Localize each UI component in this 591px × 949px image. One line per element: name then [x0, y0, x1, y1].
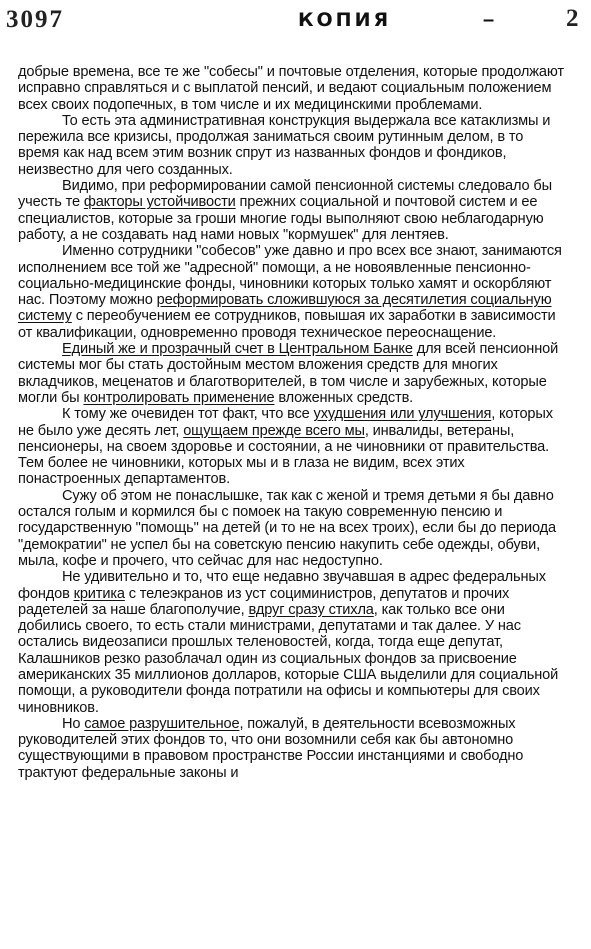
dash-mark: –: [483, 9, 495, 31]
text-run: То есть эта административная конструкция выдержала все катаклизмы и пережила все кризисы, продолжая заниматься своим рутинным делом, в то время как над всем этим возник спрут из названных фондов и фондиков, неизвестно для чего созданных.: [18, 112, 551, 178]
text-run: добрые времена, все те же "собесы" и почтовые отделения, которые продолжают исправно справляться и с выплатой пенсий, и ведают социальным положением всех своих подопечных, в том числе и их медицинскими проблемами.: [18, 64, 564, 113]
text-run: прежних социальной и почтовой систем и ее специалистов, которые за гроши многие годы выполняют свою неблагодарную работу, а не создавать над нами новых "кормушек" для лентяев.: [18, 194, 544, 243]
text-run: с телеэкранов из уст социминистров, депутатов и прочих радетелей за наше благополучие,: [18, 585, 510, 618]
page-header: [0, 0, 591, 38]
text-run: , как только все они добились своего, то есть стали министрами, депутатами и так далее. У нас остались видеозаписи прошлых теленовостей, когда, тогда еще депутат, Калашников резко разоблачал один из социальных фондов за присвоение американских 35 миллионов долларов, которые США выделили для социальной помощи, а руководители фонда потратили на офисы и компьютеры для своих чиновников.: [18, 601, 559, 716]
paragraph: [18, 113, 568, 178]
document-number: 3097: [6, 6, 64, 33]
underlined-phrase: контролировать применение: [83, 389, 275, 406]
paragraph: [18, 406, 568, 487]
text-run: , которых не было уже десять лет,: [18, 406, 553, 439]
paragraph: [18, 716, 568, 781]
paragraph: [18, 488, 568, 569]
underlined-phrase: факторы устойчивости: [83, 194, 236, 211]
paragraph: [18, 178, 568, 243]
underlined-phrase: вдруг сразу стихла: [248, 601, 374, 618]
text-run: , пожалуй, в деятельности всевозможных руководителей этих фондов то, что они возомнили себя как бы автономно существующими в правовом пространстве России инстанциями и свободно трактуют федеральные законы и: [18, 715, 524, 781]
underlined-phrase: Единый же и прозрачный счет в Центральном Банке: [62, 341, 413, 358]
text-run: , инвалиды, ветераны, пенсионеры, на своем здоровье и состоянии, а не чиновники от правительства. Тем более не чиновники, которых мы и в глаза не видим, всех этих понастроенных департаментов.: [18, 422, 550, 488]
document-body: [18, 64, 568, 781]
underlined-phrase: реформировать сложившуюся за десятилетия социальную систему: [18, 292, 552, 325]
page-number: 2: [566, 5, 579, 32]
text-run: вложенных средств.: [274, 389, 414, 406]
text-run: К тому же очевиден тот факт, что все: [62, 406, 314, 423]
paragraph: [18, 64, 568, 113]
text-run: Не удивительно и то, что еще недавно звучавшая в адрес федеральных фондов: [18, 569, 546, 602]
underlined-phrase: ухудшения или улучшения: [313, 406, 492, 423]
underlined-phrase: критика: [73, 585, 125, 602]
text-run: Сужу об этом не понаслышке, так как с женой и тремя детьми я бы давно остался голым и кормился бы с помоек на такую современную пенсию и государственную "помощь" на детей (и то не на всех троих), если бы до периода "демократии" не успел бы на советскую пенсию накупить себе одежды, обуви, мыла, кофе и прочего, что сейчас для нас недоступно.: [18, 487, 556, 569]
text-run: Видимо, при реформировании самой пенсионной системы следовало бы учесть те: [18, 178, 552, 211]
text-run: с переобучением ее сотрудников, повышая их заработки в зависимости от квалификации, одновременно проводя техническое переоснащение.: [18, 308, 556, 341]
copy-stamp: КОПИЯ: [298, 9, 392, 31]
text-run: для всей пенсионной системы мог бы стать достойным местом вложения средств для многих вкладчиков, меценатов и благотворителей, в том числе и зарубежных, которые могли бы: [18, 341, 559, 406]
paragraph: [18, 569, 568, 716]
underlined-phrase: ощущаем прежде всего мы: [183, 422, 365, 439]
paragraph: [18, 341, 568, 406]
underlined-phrase: самое разрушительное: [84, 715, 240, 732]
text-run: Но: [62, 715, 85, 732]
text-run: Именно сотрудники "собесов" уже давно и про всех все знают, занимаются исполнением все той же "адресной" помощи, а не новоявленные пенсионно-социально-медицинские фонды, чиновники которых только хамят и оскорбляют нас. Поэтому можно: [18, 243, 562, 309]
paragraph: [18, 243, 568, 341]
